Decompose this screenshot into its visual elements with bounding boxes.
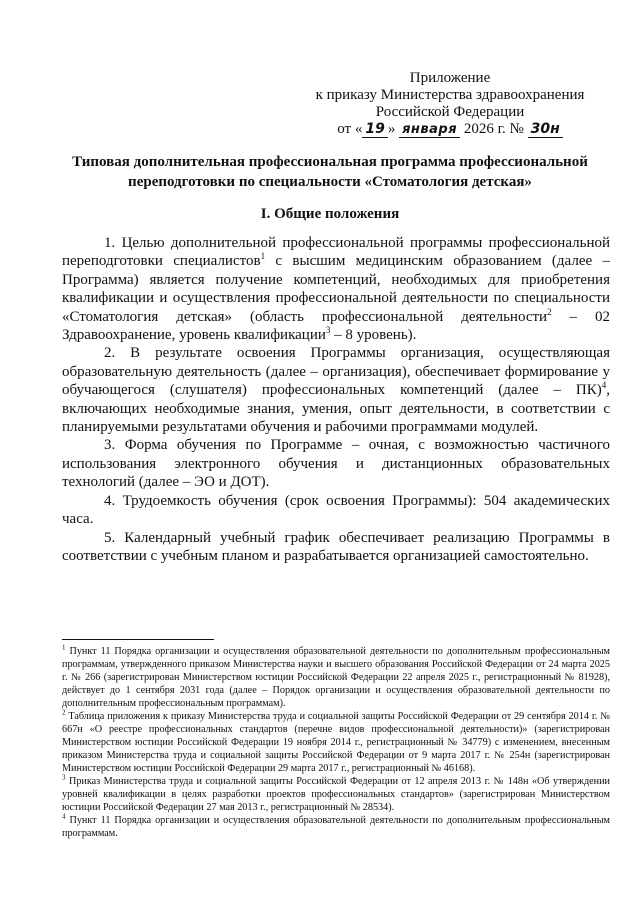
country-name: Российской Федерации bbox=[375, 104, 525, 120]
footnote-number: 2 bbox=[62, 708, 66, 717]
paragraph-2: 2. В результате освоения Программы организация, осуществляющая образовательную деятельность (далее – организация), обеспечивает формирование у обучающегося (слушателя) профессиональных компетенций (далее – ПК)$^4$, включающих необходимые знания, умения, опыт деятельности, в соответствии с планируемыми результатами обучения и рабочими программами модулей. bbox=[62, 345, 610, 436]
footnote-2: $^2$ Таблица приложения к приказу Министерства труда и социальной защиты Российской Федерации от 29 сентября 2014 г. № 667н «О реестре профессиональных стандартов (перечне видов профессиональной деятельности)» (зарегистрирован Министерством юстиции Российской Федерации 19 ноября 2014 г., регистрационный № 34779) с изменением, внесенным приказом Министерства труда и социальной защиты Российской Федерации от 9 марта 2017 г. № 254н (зарегистрирован Министерством юстиции Российской Федерации 29 марта 2017 г., регистрационный № 46168). bbox=[62, 708, 610, 774]
footnote-3: $^3$ Приказ Министерства труда и социальной защиты Российской Федерации от 12 апреля 2013 г. № 148н «Об утверждении уровней квалификации в целях разработки проектов профессиональных стандартов» (зарегистрирован Министерством юстиции Российской Федерации 27 мая 2013 г., регистрационный № 28534). bbox=[62, 773, 610, 813]
footnote-number: 4 bbox=[62, 812, 66, 821]
paragraph-1: 1. Целью дополнительной профессиональной программы профессиональной переподготовки специалистов$^1$ с высшим медицинским образованием (далее – Программа) является получение компетенций, необходимых для приобретения квалификации и осуществления профессиональной деятельности по специальности «Стоматология детская» (область профессиональной деятельности$^2$ – 02 Здравоохранение, уровень квалификации$^3$ – 8 уровень). bbox=[62, 235, 611, 344]
footnote-ref-3[interactable]: 3 bbox=[325, 325, 331, 336]
footnote-ref-4[interactable]: 4 bbox=[601, 380, 607, 391]
order-date-line: от « 19 » января 2026 г. № 30н bbox=[300, 121, 600, 138]
paragraph-4: 4. Трудоемкость обучения (срок освоения Программы): 504 академических часа. bbox=[62, 492, 610, 528]
paragraph-3: 3. Форма обучения по Программе – очная, с возможностью частичного использования электронного обучения и дистанционных образовательных технологий (далее – ЭО и ДОТ). bbox=[62, 437, 610, 491]
appendix-header bbox=[300, 70, 600, 138]
handwritten-month: января bbox=[399, 122, 460, 138]
footnotes bbox=[62, 645, 610, 840]
footnote-4: $^4$ Пункт 11 Порядка организации и осуществления образовательной деятельности по дополнительным профессиональным программам. bbox=[62, 812, 610, 839]
footnote-1: $^1$ Пункт 11 Порядка организации и осуществления образовательной деятельности по дополнительным профессиональным программам, утвержденного приказом Министерства науки и высшего образования Российской Федерации от 24 марта 2025 г. № 266 (зарегистрирован Министерством юстиции Российской Федерации 22 апреля 2025 г., регистрационный № 81928), действует до 1 сентября 2031 года (далее – Порядок организации и осуществления образовательной деятельности по дополнительным профессиональным программам). bbox=[62, 643, 610, 709]
footnote-number: 1 bbox=[62, 643, 66, 652]
order-reference: к приказу Министерства здравоохранения bbox=[315, 87, 585, 103]
handwritten-order-number: 30н bbox=[528, 122, 563, 138]
footnote-number: 3 bbox=[62, 773, 66, 782]
section-heading: I. Общие положения bbox=[260, 206, 400, 222]
handwritten-day: 19 bbox=[362, 122, 387, 138]
document-title: Типовая дополнительная профессиональная программа профессиональной переподготовки по специальности «Стоматология детская» bbox=[72, 154, 588, 190]
document-body bbox=[62, 234, 610, 565]
footnote-separator bbox=[62, 639, 214, 640]
paragraph-5: 5. Календарный учебный график обеспечивает реализацию Программы в соответствии с учебным планом и разрабатывается организацией самостоятельно. bbox=[62, 529, 610, 564]
footnote-ref-1[interactable]: 1 bbox=[260, 251, 266, 262]
appendix-label: Приложение bbox=[409, 70, 491, 86]
footnote-ref-2[interactable]: 2 bbox=[547, 306, 552, 317]
